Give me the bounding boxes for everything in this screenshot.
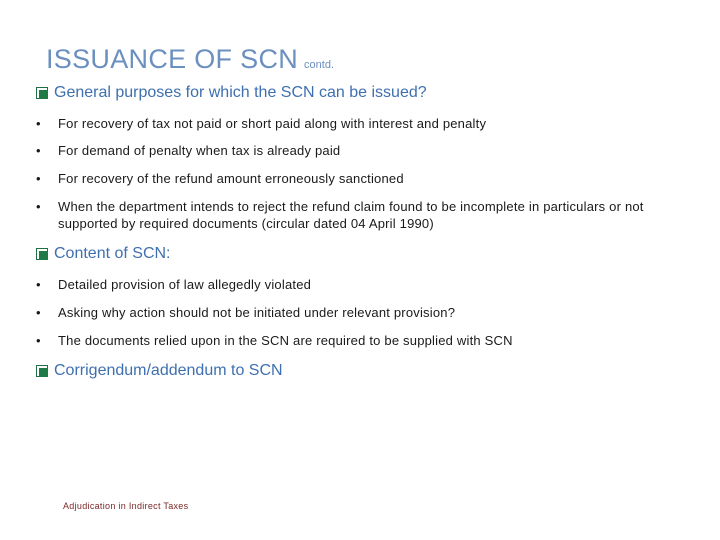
bullet-dot-icon: • [36, 199, 41, 214]
checkbox-bullet-icon [36, 248, 48, 260]
slide-title-suffix: contd. [304, 59, 335, 71]
list-item [36, 115, 696, 132]
section-heading-corrigendum [36, 362, 283, 380]
checkbox-bullet-icon [36, 87, 48, 99]
list-item [36, 332, 696, 349]
list-item [36, 142, 696, 159]
list-item-text: Asking why action should not be initiated under relevant provision? [58, 305, 456, 320]
list-item [36, 198, 696, 232]
list-item-text: When the department intends to reject the refund claim found to be incomplete in particulars or not supported by required documents (circular dated 04 April 1990) [58, 199, 644, 231]
section-heading-text: General purposes for which the SCN can be issued? [54, 84, 427, 101]
section-heading-purposes [36, 84, 427, 102]
section-heading-text: Corrigendum/addendum to SCN [54, 362, 283, 379]
list-item-text: For recovery of the refund amount erroneously sanctioned [58, 171, 404, 186]
bullet-dot-icon: • [36, 277, 41, 292]
checkbox-bullet-icon [36, 365, 48, 377]
list-item [36, 170, 696, 187]
bullet-dot-icon: • [36, 333, 41, 348]
list-item [36, 276, 696, 293]
bullet-dot-icon: • [36, 143, 41, 158]
list-item [36, 304, 696, 321]
slide-title: ISSUANCE OF SCN [46, 44, 299, 74]
slide-footer: Adjudication in Indirect Taxes [63, 501, 189, 511]
bullet-dot-icon: • [36, 305, 41, 320]
list-item-text: Detailed provision of law allegedly violated [58, 277, 312, 292]
list-item-text: For recovery of tax not paid or short paid along with interest and penalty [58, 116, 487, 131]
bullet-dot-icon: • [36, 171, 41, 186]
list-item-text: The documents relied upon in the SCN are required to be supplied with SCN [58, 333, 513, 348]
bullet-dot-icon: • [36, 116, 41, 131]
slide-title-block [46, 44, 334, 75]
list-item-text: For demand of penalty when tax is already paid [58, 143, 341, 158]
section-heading-content [36, 245, 171, 263]
section-heading-text: Content of SCN: [54, 245, 171, 262]
